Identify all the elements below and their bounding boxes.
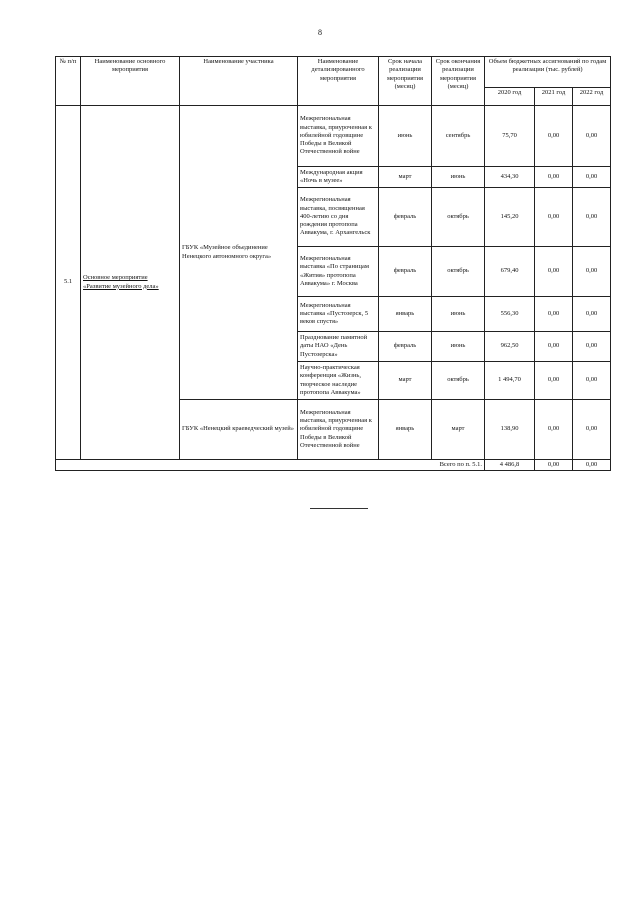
amount-2021: 0,00 <box>535 188 573 247</box>
event-name: Межрегиональная выставка «По страницам «Жития» протопопа Аввакума» г. Москва <box>298 247 379 297</box>
page-number: 8 <box>318 28 322 37</box>
total-label: Всего по п. 5.1. <box>56 460 485 471</box>
amount-2022: 0,00 <box>573 167 611 188</box>
end-month: октябрь <box>432 247 485 297</box>
amount-2020: 556,30 <box>485 297 535 332</box>
amount-2020: 138,90 <box>485 400 535 460</box>
end-month: октябрь <box>432 362 485 400</box>
start-month: июнь <box>379 106 432 167</box>
event-name: Межрегиональная выставка, посвященная 400-летию со дня рождения протопопа Аввакума, г. Архангельск <box>298 188 379 247</box>
end-divider <box>310 508 368 509</box>
end-month: июнь <box>432 167 485 188</box>
main-event-cell <box>81 106 180 460</box>
amount-2020: 962,50 <box>485 332 535 362</box>
amount-2021: 0,00 <box>535 247 573 297</box>
amount-2022: 0,00 <box>573 332 611 362</box>
event-name: Межрегиональная выставка, приуроченная к юбилейной годовщине Победы в Великой Отечественной войне <box>298 106 379 167</box>
header-start: Срок начала реализации мероприятия (месяц) <box>379 57 432 106</box>
amount-2021: 0,00 <box>535 332 573 362</box>
amount-2020: 434,30 <box>485 167 535 188</box>
end-month: март <box>432 400 485 460</box>
event-name: Международная акция «Ночь в музее» <box>298 167 379 188</box>
start-month: февраль <box>379 247 432 297</box>
header-year-2022: 2022 год <box>573 88 611 106</box>
amount-2022: 0,00 <box>573 247 611 297</box>
start-month: январь <box>379 400 432 460</box>
amount-2022: 0,00 <box>573 297 611 332</box>
start-month: март <box>379 362 432 400</box>
amount-2020: 145,20 <box>485 188 535 247</box>
row-number: 5.1 <box>56 106 81 460</box>
header-num: № п/п <box>56 57 81 106</box>
amount-2021: 0,00 <box>535 297 573 332</box>
amount-2021: 0,00 <box>535 400 573 460</box>
amount-2020: 75,70 <box>485 106 535 167</box>
end-month: сентябрь <box>432 106 485 167</box>
participant-cell: ГБУК «Музейное объединение Ненецкого автономного округа» <box>180 106 298 400</box>
total-2022: 0,00 <box>573 460 611 471</box>
event-name: Межрегиональная выставка, приуроченная к юбилейной годовщине Победы в Великой Отечественной войне <box>298 400 379 460</box>
end-month: октябрь <box>432 188 485 247</box>
header-year-2020: 2020 год <box>485 88 535 106</box>
total-2020: 4 486,8 <box>485 460 535 471</box>
amount-2021: 0,00 <box>535 362 573 400</box>
amount-2021: 0,00 <box>535 167 573 188</box>
amount-2022: 0,00 <box>573 106 611 167</box>
start-month: февраль <box>379 188 432 247</box>
header-budget: Объем бюджетных ассигнований по годам реализации (тыс. рублей) <box>485 57 611 88</box>
total-2021: 0,00 <box>535 460 573 471</box>
amount-2022: 0,00 <box>573 362 611 400</box>
header-participant: Наименование участника <box>180 57 298 106</box>
end-month: июнь <box>432 332 485 362</box>
amount-2020: 1 494,70 <box>485 362 535 400</box>
amount-2020: 679,40 <box>485 247 535 297</box>
amount-2021: 0,00 <box>535 106 573 167</box>
main-event-name: Основное мероприятие «Развитие музейного дела» <box>83 274 159 290</box>
participant-cell: ГБУК «Ненецкий краеведческий музей» <box>180 400 298 460</box>
end-month: июнь <box>432 297 485 332</box>
event-name: Научно-практическая конференция «Жизнь, творческое наследие протопопа Аввакума» <box>298 362 379 400</box>
amount-2022: 0,00 <box>573 188 611 247</box>
table-row <box>56 106 611 167</box>
header-main-event: Наименование основного мероприятия <box>81 57 180 106</box>
amount-2022: 0,00 <box>573 400 611 460</box>
total-row <box>56 460 611 471</box>
header-detail-event: Наименование детализированного мероприятия <box>298 57 379 106</box>
budget-table <box>55 56 611 471</box>
event-name: Межрегиональная выставка «Пустозерск, 5 веков спустя» <box>298 297 379 332</box>
start-month: февраль <box>379 332 432 362</box>
header-year-2021: 2021 год <box>535 88 573 106</box>
event-name: Празднование памятной даты НАО «День Пустозерска» <box>298 332 379 362</box>
start-month: март <box>379 167 432 188</box>
header-end: Срок окончания реализации мероприятия (месяц) <box>432 57 485 106</box>
start-month: январь <box>379 297 432 332</box>
